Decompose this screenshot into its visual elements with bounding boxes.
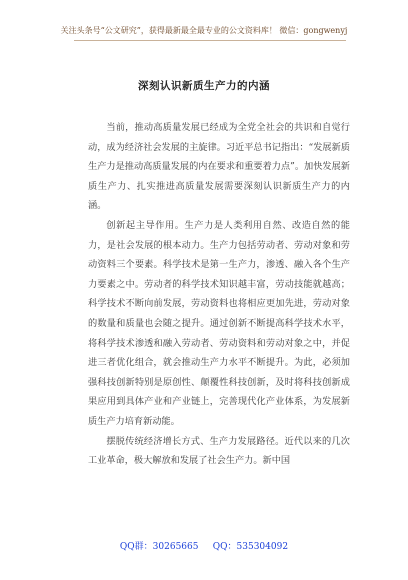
- document-body: [88, 118, 350, 471]
- paragraph-intro: 当前，推动高质量发展已经成为全党全社会的共识和自觉行动，成为经济社会发展的主旋律。习近平总书记指出：“发展新质生产力是推动高质量发展的内在要求和重要着力点”。加快发展新质生产力、扎实推进高质量发展需要深刻认识新质生产力的内涵。: [88, 122, 350, 212]
- header-divider: [74, 40, 346, 41]
- paragraph-growth-mode: 摆脱传统经济增长方式、生产力发展路径。近代以来的几次工业革命，极大解放和发展了社会生产力。新中国: [88, 435, 350, 467]
- paragraph-innovation: 创新起主导作用。生产力是人类利用自然、改造自然的能力，是社会发展的根本动力。生产力包括劳动者、劳动对象和劳动资料三个要素。科学技术是第一生产力，渗透、融入各个生产力要素之中。劳动者的科学技术知识越丰富，劳动技能就越高；科学技术不断向前发展，劳动资料也将相应更加先进，劳动对象的数量和质量也会随之提升。通过创新不断提高科学技术水平，将科学技术渗透和融入劳动者、劳动资料和劳动对象之中，并促进三者优化组合，就会推动生产力水平不断提升。为此，必须加强科技创新特别是原创性、颠覆性科技创新，及时将科技创新成果应用到具体产业和产业链上，完善现代化产业体系，为发展新质生产力培育新动能。: [88, 219, 350, 427]
- document-title: 深刻认识新质生产力的内涵: [138, 80, 270, 92]
- footer-contact: QQ群：30265665 QQ：535304092: [119, 542, 289, 552]
- header-banner: 关注头条号“公文研究”，获得最新最全最专业的公文资料库！ 微信：gongwenyj: [60, 26, 348, 35]
